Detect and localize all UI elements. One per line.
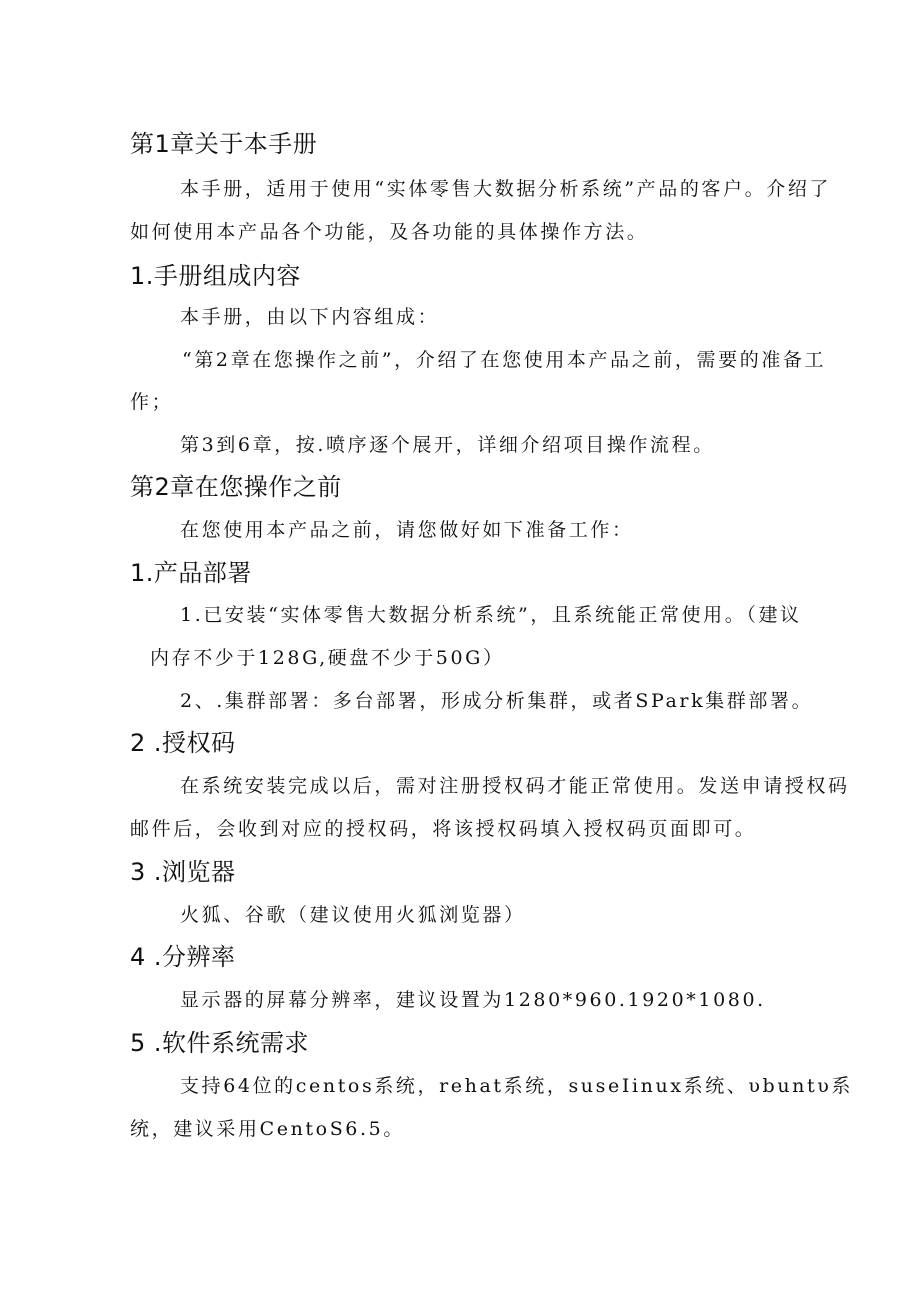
license-code-line-1: 在系统安装完成以后，需对注册授权码才能正常使用。发送申请授权码 — [180, 775, 850, 797]
resolution-line-1: 显示器的屏幕分辨率，建议设置为1280*960.1920*1080. — [180, 989, 766, 1011]
manual-contents-item-1-line-2: 作； — [130, 391, 174, 413]
manual-contents-item-2: 第3到6章，按.喷序逐个展开，详细介绍项目操作流程。 — [180, 434, 715, 456]
section-license-code-title: 2 .授权码 — [130, 729, 236, 757]
chapter-1-intro-line-1: 本手册，适用于使用“实体零售大数据分析系统”产品的客户。介绍了 — [180, 178, 832, 200]
license-code-line-2: 邮件后，会收到对应的授权码，将该授权码填入授权码页面即可。 — [130, 818, 757, 840]
software-requirements-line-2: 统，建议采用CentoS6.5。 — [130, 1118, 405, 1140]
section-resolution-title: 4 .分辨率 — [130, 943, 236, 971]
manual-contents-item-1-line-1: “第2章在您操作之前”，介绍了在您使用本产品之前，需要的准备工 — [182, 349, 827, 371]
section-software-requirements-title: 5 .软件系统需求 — [130, 1029, 310, 1057]
section-browser-title: 3 .浏览器 — [130, 858, 236, 886]
section-product-deployment-title: 1.产品部署 — [130, 559, 252, 587]
product-deployment-line-3: 2、.集群部署：多台部署，形成分析集群，或者SPark集群部署。 — [180, 690, 814, 712]
chapter-1-title: 第1章关于本手册 — [130, 130, 318, 158]
browser-line-1: 火狐、谷歌（建议使用火狐浏览器） — [180, 904, 526, 926]
software-requirements-line-1: 支持64位的centos系统，rehat系统，suseIinux系统、υbuntυ系 — [180, 1075, 853, 1097]
manual-contents-intro: 本手册，由以下内容组成： — [180, 306, 440, 328]
section-manual-contents-title: 1.手册组成内容 — [130, 262, 301, 290]
chapter-2-title: 第2章在您操作之前 — [130, 473, 342, 501]
product-deployment-line-2: 内存不少于128G,硬盘不少于50G） — [150, 647, 505, 669]
chapter-1-intro-line-2: 如何使用本产品各个功能，及各功能的具体操作方法。 — [130, 221, 649, 243]
product-deployment-line-1: 1.已安装“实体零售大数据分析系统”，且系统能正常使用。（建议 — [180, 604, 802, 626]
chapter-2-intro: 在您使用本产品之前，请您做好如下准备工作： — [180, 519, 634, 541]
